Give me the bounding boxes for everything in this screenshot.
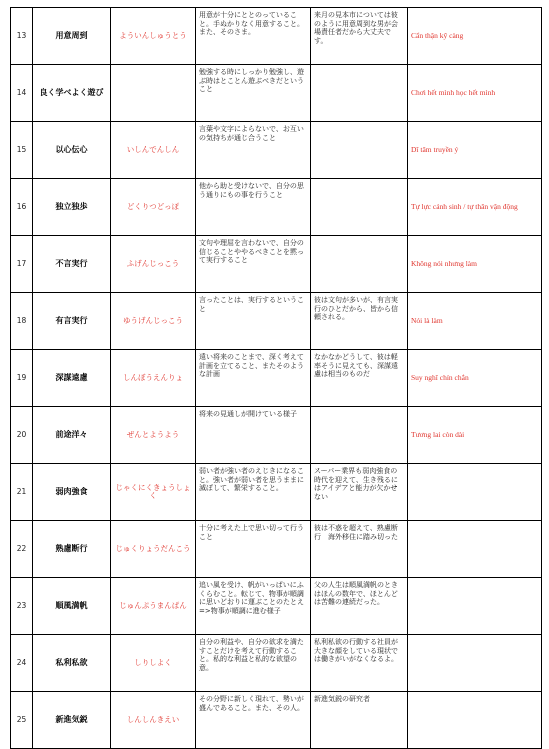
idiom-cell: 新進気鋭 — [33, 692, 111, 749]
meaning-cell: 弱い者が強い者のえじきになること。強い者が弱い者を思うままに滅ぼして、繁栄すること。 — [196, 464, 311, 521]
meaning-cell: 用意が十分にととのっていること。手ぬかりなく用意すること。また、そのさま。 — [196, 8, 311, 65]
meaning-cell: その分野に新しく現れて、勢いが盛んであること。また、その人。 — [196, 692, 311, 749]
row-number: 22 — [11, 521, 33, 578]
row-number: 21 — [11, 464, 33, 521]
table-row — [11, 521, 542, 578]
idiom-cell: 以心伝心 — [33, 122, 111, 179]
example-cell: 来月の見本市については彼のように用意周到な男が会場責任者だから大丈夫です。 — [311, 8, 408, 65]
example-cell: なかなかどうして、彼は軽率そうに見えても、深謀遠慮は相当のものだ — [311, 350, 408, 407]
reading-cell: じゅんぷうまんぱん — [111, 578, 196, 635]
vietnamese-cell: Chơi hết mình học hết mình — [408, 65, 542, 122]
example-cell — [311, 179, 408, 236]
reading-cell: じゃくにくきょうしょく — [111, 464, 196, 521]
idiom-cell: 前途洋々 — [33, 407, 111, 464]
row-number: 15 — [11, 122, 33, 179]
vietnamese-cell: Không nói nhưng làm — [408, 236, 542, 293]
example-cell: 新進気鋭の研究者 — [311, 692, 408, 749]
idiom-cell: 有言実行 — [33, 293, 111, 350]
vietnamese-cell — [408, 578, 542, 635]
idiom-cell: 順風満帆 — [33, 578, 111, 635]
example-cell — [311, 65, 408, 122]
reading-cell: ゆうげんじっこう — [111, 293, 196, 350]
vietnamese-cell: Suy nghĩ chín chắn — [408, 350, 542, 407]
row-number: 16 — [11, 179, 33, 236]
table-row — [11, 350, 542, 407]
meaning-cell: 自分の利益や、自分の欲求を満たすことだけを考えて行動すること。私的な利益と私的な欲望の意。 — [196, 635, 311, 692]
idiom-cell: 良く学べよく遊び — [33, 65, 111, 122]
example-cell: 私利私欲の行動する社員が大きな顔をしている現状では働きがいがなくなるよ。 — [311, 635, 408, 692]
reading-cell: ふげんじっこう — [111, 236, 196, 293]
example-cell: 彼は文句が多いが、有言実行のひとだから、皆から信頼される。 — [311, 293, 408, 350]
idiom-cell: 独立独歩 — [33, 179, 111, 236]
meaning-cell: 文句や理屈を言わないで、自分の信じることややるべきことを黙って実行すること — [196, 236, 311, 293]
example-cell — [311, 236, 408, 293]
vietnamese-cell: Tự lực cánh sinh / tự thân vận động — [408, 179, 542, 236]
reading-cell: いしんでんしん — [111, 122, 196, 179]
vietnamese-cell — [408, 692, 542, 749]
row-number: 24 — [11, 635, 33, 692]
row-number: 25 — [11, 692, 33, 749]
example-cell — [311, 122, 408, 179]
row-number: 18 — [11, 293, 33, 350]
reading-cell: じゅくりょうだんこう — [111, 521, 196, 578]
meaning-cell: 勉強する時にしっかり勉強し、遊ぶ時はとことん遊ぶべきだということ — [196, 65, 311, 122]
table-row — [11, 407, 542, 464]
table-row — [11, 179, 542, 236]
vietnamese-cell: Nói là làm — [408, 293, 542, 350]
idiom-cell: 不言実行 — [33, 236, 111, 293]
vietnamese-cell: Dĩ tâm truyền ý — [408, 122, 542, 179]
idiom-cell: 熟慮断行 — [33, 521, 111, 578]
row-number: 13 — [11, 8, 33, 65]
meaning-cell: 言葉や文字によらないで、お互いの気持ちが通じ合うこと — [196, 122, 311, 179]
vietnamese-cell — [408, 521, 542, 578]
vietnamese-cell: Cẩn thận kỹ càng — [408, 8, 542, 65]
vietnamese-cell — [408, 635, 542, 692]
table-row — [11, 293, 542, 350]
table-row — [11, 65, 542, 122]
idiom-table-body — [11, 8, 542, 749]
idiom-cell: 深謀遠慮 — [33, 350, 111, 407]
reading-cell: よういんしゅうとう — [111, 8, 196, 65]
row-number: 17 — [11, 236, 33, 293]
reading-cell — [111, 65, 196, 122]
meaning-cell: 十分に考えた上で思い切って行うこと — [196, 521, 311, 578]
example-cell — [311, 407, 408, 464]
table-row — [11, 692, 542, 749]
vietnamese-cell — [408, 464, 542, 521]
table-row — [11, 122, 542, 179]
meaning-cell: 遠い将来のことまで、深く考えて計画を立てること、またそのような計画 — [196, 350, 311, 407]
row-number: 20 — [11, 407, 33, 464]
idiom-cell: 弱肉強食 — [33, 464, 111, 521]
reading-cell: しりしよく — [111, 635, 196, 692]
row-number: 23 — [11, 578, 33, 635]
idiom-cell: 私利私欲 — [33, 635, 111, 692]
example-cell: 父の人生は順風満帆のときはほんの数年で、ほとんどは苦難の連続だった。 — [311, 578, 408, 635]
table-row — [11, 236, 542, 293]
reading-cell: しんしんきえい — [111, 692, 196, 749]
row-number: 14 — [11, 65, 33, 122]
table-row — [11, 464, 542, 521]
reading-cell: どくりつどっぽ — [111, 179, 196, 236]
example-cell: スーパー業界も弱肉強食の時代を迎えて、生き残るにはアイデアと能力が欠かせない — [311, 464, 408, 521]
reading-cell: ぜんとようよう — [111, 407, 196, 464]
example-cell: 彼は不惑を超えて、熟慮断行 海外移住に踏み切った — [311, 521, 408, 578]
meaning-cell: 将来の見通しが開けている様子 — [196, 407, 311, 464]
meaning-cell: 言ったことは、実行するということ — [196, 293, 311, 350]
meaning-cell: 追い風を受け、帆がいっぱいにふくらむこと。転じて、物事が順調に思いどおりに運ぶことのたとえ =>物事が順調に進む様子 — [196, 578, 311, 635]
row-number: 19 — [11, 350, 33, 407]
table-row — [11, 8, 542, 65]
table-row — [11, 578, 542, 635]
vietnamese-cell: Tương lai còn dài — [408, 407, 542, 464]
meaning-cell: 他から助と受けないで、自分の思う通りにもの事を行うこと — [196, 179, 311, 236]
idiom-table — [10, 7, 542, 749]
table-row — [11, 635, 542, 692]
reading-cell: しんぼうえんりょ — [111, 350, 196, 407]
idiom-cell: 用意周到 — [33, 8, 111, 65]
